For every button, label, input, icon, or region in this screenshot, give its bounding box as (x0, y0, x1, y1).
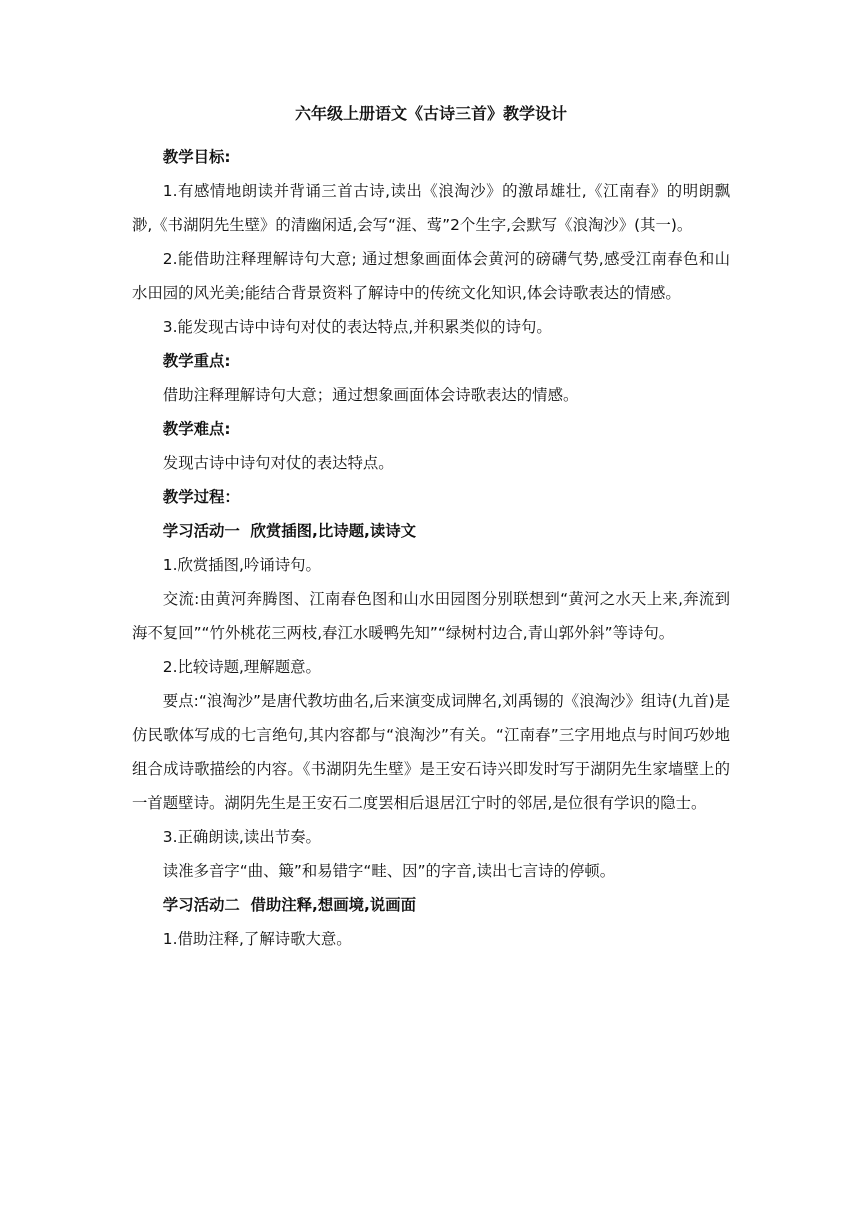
paragraph: 1.有感情地朗读并背诵三首古诗,读出《浪淘沙》的激昂雄壮,《江南春》的明朗飘渺,《书湖阴先生壁》的清幽闲适,会写“涯、莺”2个生字,会默写《浪淘沙》(其一)。 (132, 182, 730, 234)
section-heading-key-points: 教学重点: (162, 352, 231, 370)
activity-heading-one: 学习活动一 欣赏插图,比诗题,读诗文 (162, 522, 417, 540)
activity-heading-two: 学习活动二 借助注释,想画境,说画面 (162, 896, 417, 914)
paragraph: 3.能发现古诗中诗句对仗的表达特点,并积累类似的诗句。 (162, 318, 552, 336)
document-title: 六年级上册语文《古诗三首》教学设计 (294, 104, 567, 123)
paragraph: 读准多音字“曲、簸”和易错字“畦、因”的字音,读出七言诗的停顿。 (162, 862, 616, 880)
paragraph: 3.正确朗读,读出节奏。 (162, 828, 321, 846)
paragraph: 交流:由黄河奔腾图、江南春色图和山水田园图分别联想到“黄河之水天上来,奔流到海不复回”“竹外桃花三两枝,春江水暖鸭先知”“绿树村边合,青山郭外斜”等诗句。 (132, 590, 730, 642)
paragraph: 2.能借助注释理解诗句大意; 通过想象画面体会黄河的磅礴气势,感受江南春色和山水田园的风光美;能结合背景资料了解诗中的传统文化知识,体会诗歌表达的情感。 (132, 250, 730, 302)
paragraph: 1.借助注释,了解诗歌大意。 (162, 930, 352, 948)
paragraph: 发现古诗中诗句对仗的表达特点。 (162, 454, 394, 472)
paragraph: 借助注释理解诗句大意；通过想象画面体会诗歌表达的情感。 (162, 386, 579, 404)
section-heading-difficulties: 教学难点: (162, 420, 231, 438)
document-page (132, 104, 730, 956)
section-heading-objectives: 教学目标: (162, 148, 231, 166)
paragraph: 要点:“浪淘沙”是唐代教坊曲名,后来演变成词牌名,刘禹锡的《浪淘沙》组诗(九首)是仿民歌体写成的七言绝句,其内容都与“浪淘沙”有关。“江南春”三字用地点与时间巧妙地组合成诗歌描绘的内容。《书湖阴先生壁》是王安石诗兴即发时写于湖阴先生家墙壁上的一首题壁诗。湖阴先生是王安石二度罢相后退居江宁时的邻居,是位很有学识的隐士。 (132, 692, 730, 812)
paragraph: 2.比较诗题,理解题意。 (162, 658, 321, 676)
section-heading-process: 教学过程： (162, 488, 240, 506)
paragraph: 1.欣赏插图,吟诵诗句。 (162, 556, 321, 574)
